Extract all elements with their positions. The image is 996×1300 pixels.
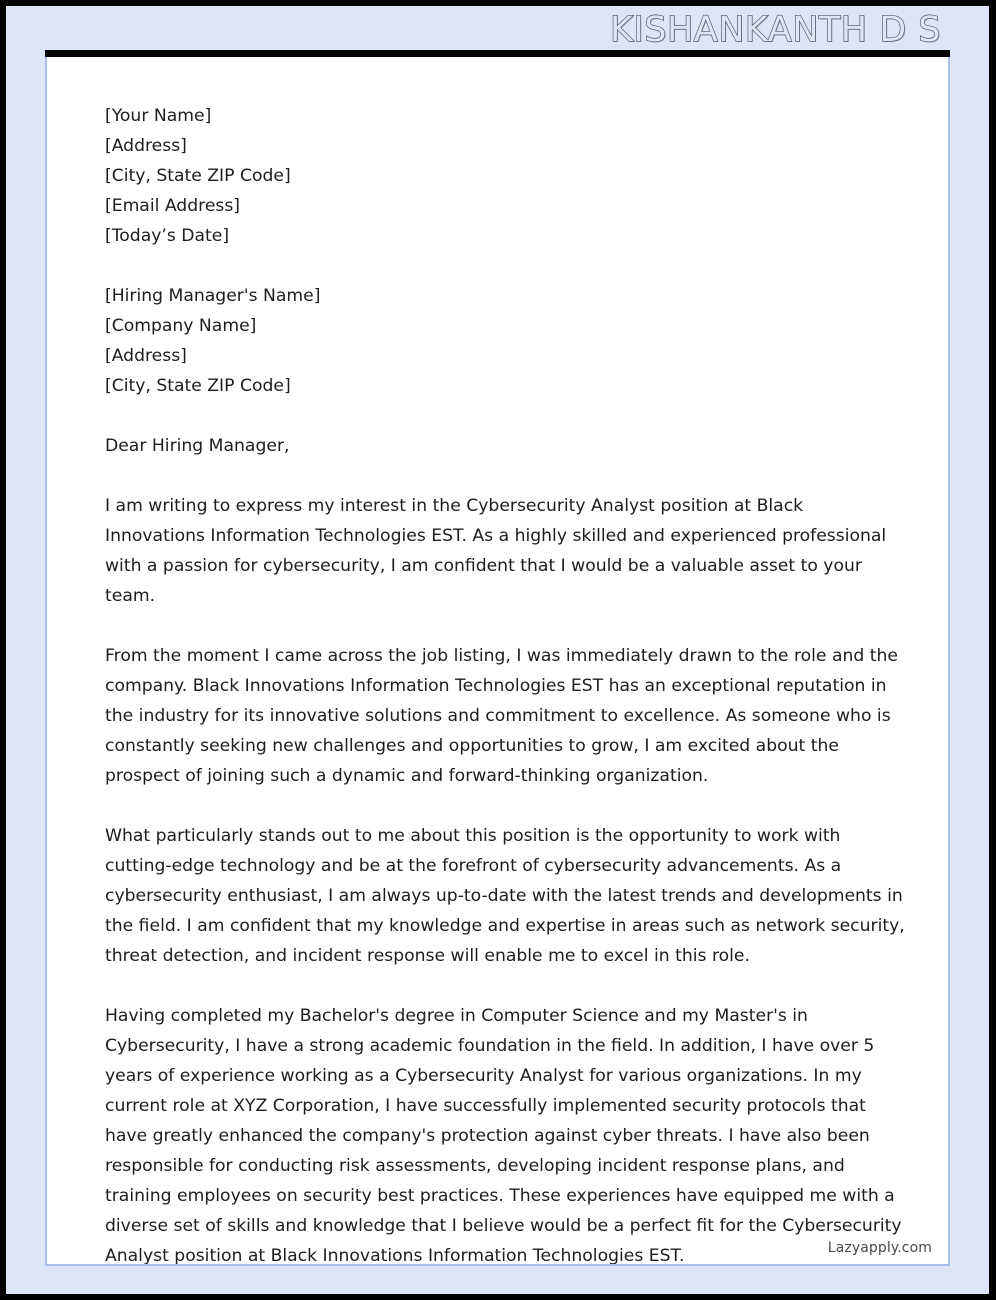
- recipient-company-placeholder: [Company Name]: [105, 316, 257, 336]
- salutation-spacer: [105, 401, 905, 431]
- sender-address-block: [105, 101, 905, 251]
- page-title: KISHANKANTH D S: [609, 9, 941, 50]
- address-block-spacer: [105, 251, 905, 281]
- document-header: [6, 6, 989, 54]
- sender-city-placeholder: [City, State ZIP Code]: [105, 166, 291, 186]
- body-paragraph-1: I am writing to express my interest in the Cybersecurity Analyst position at Black Innovations Information Technologies EST. As a highly skilled and experienced professional with a passion for cybersecurity, I am confident that I would be a valuable asset to your team.: [105, 496, 887, 606]
- document-page-background: [6, 6, 989, 1294]
- sender-email-placeholder: [Email Address]: [105, 196, 241, 216]
- sheet-top-rule: [45, 50, 950, 57]
- recipient-address-block: [105, 281, 905, 401]
- letter-sheet-container: [45, 50, 950, 1266]
- body-paragraph-4: Having completed my Bachelor's degree in Computer Science and my Master's in Cybersecurity, I have a strong academic foundation in the field. In addition, I have over 5 years of experience working as a Cybersecurity Analyst for various organizations. In my current role at XYZ Corporation, I have successfully implemented security protocols that have greatly enhanced the company's protection against cyber threats. I have also been responsible for conducting risk assessments, developing incident response plans, and training employees on security best practices. These experiences have equipped me with a diverse set of skills and knowledge that I believe would be a perfect fit for the Cybersecurity Analyst position at Black Innovations Information Technologies EST.: [105, 1006, 902, 1266]
- cover-letter-body: [105, 101, 905, 1266]
- body-paragraph-2: From the moment I came across the job listing, I was immediately drawn to the role and the company. Black Innovations Information Technologies EST has an exceptional reputation in the industry for its innovative solutions and commitment to excellence. As someone who is constantly seeking new challenges and opportunities to grow, I am excited about the prospect of joining such a dynamic and forward-thinking organization.: [105, 646, 898, 786]
- recipient-manager-placeholder: [Hiring Manager's Name]: [105, 286, 321, 306]
- lazyapply-watermark: Lazyapply.com: [827, 1240, 932, 1256]
- letter-sheet-inner: [47, 57, 948, 1264]
- salutation-line: Dear Hiring Manager,: [105, 436, 290, 456]
- sender-name-placeholder: [Your Name]: [105, 106, 212, 126]
- sender-address-placeholder: [Address]: [105, 136, 187, 156]
- recipient-address-placeholder: [Address]: [105, 346, 187, 366]
- letter-sheet[interactable]: [45, 57, 950, 1266]
- recipient-city-placeholder: [City, State ZIP Code]: [105, 376, 291, 396]
- body-paragraph-3: What particularly stands out to me about this position is the opportunity to work with cutting-edge technology and be at the forefront of cybersecurity advancements. As a cybersecurity enthusiast, I am always up-to-date with the latest trends and developments in the field. I am confident that my knowledge and expertise in areas such as network security, threat detection, and incident response will enable me to excel in this role.: [105, 826, 905, 966]
- sender-date-placeholder: [Today’s Date]: [105, 226, 230, 246]
